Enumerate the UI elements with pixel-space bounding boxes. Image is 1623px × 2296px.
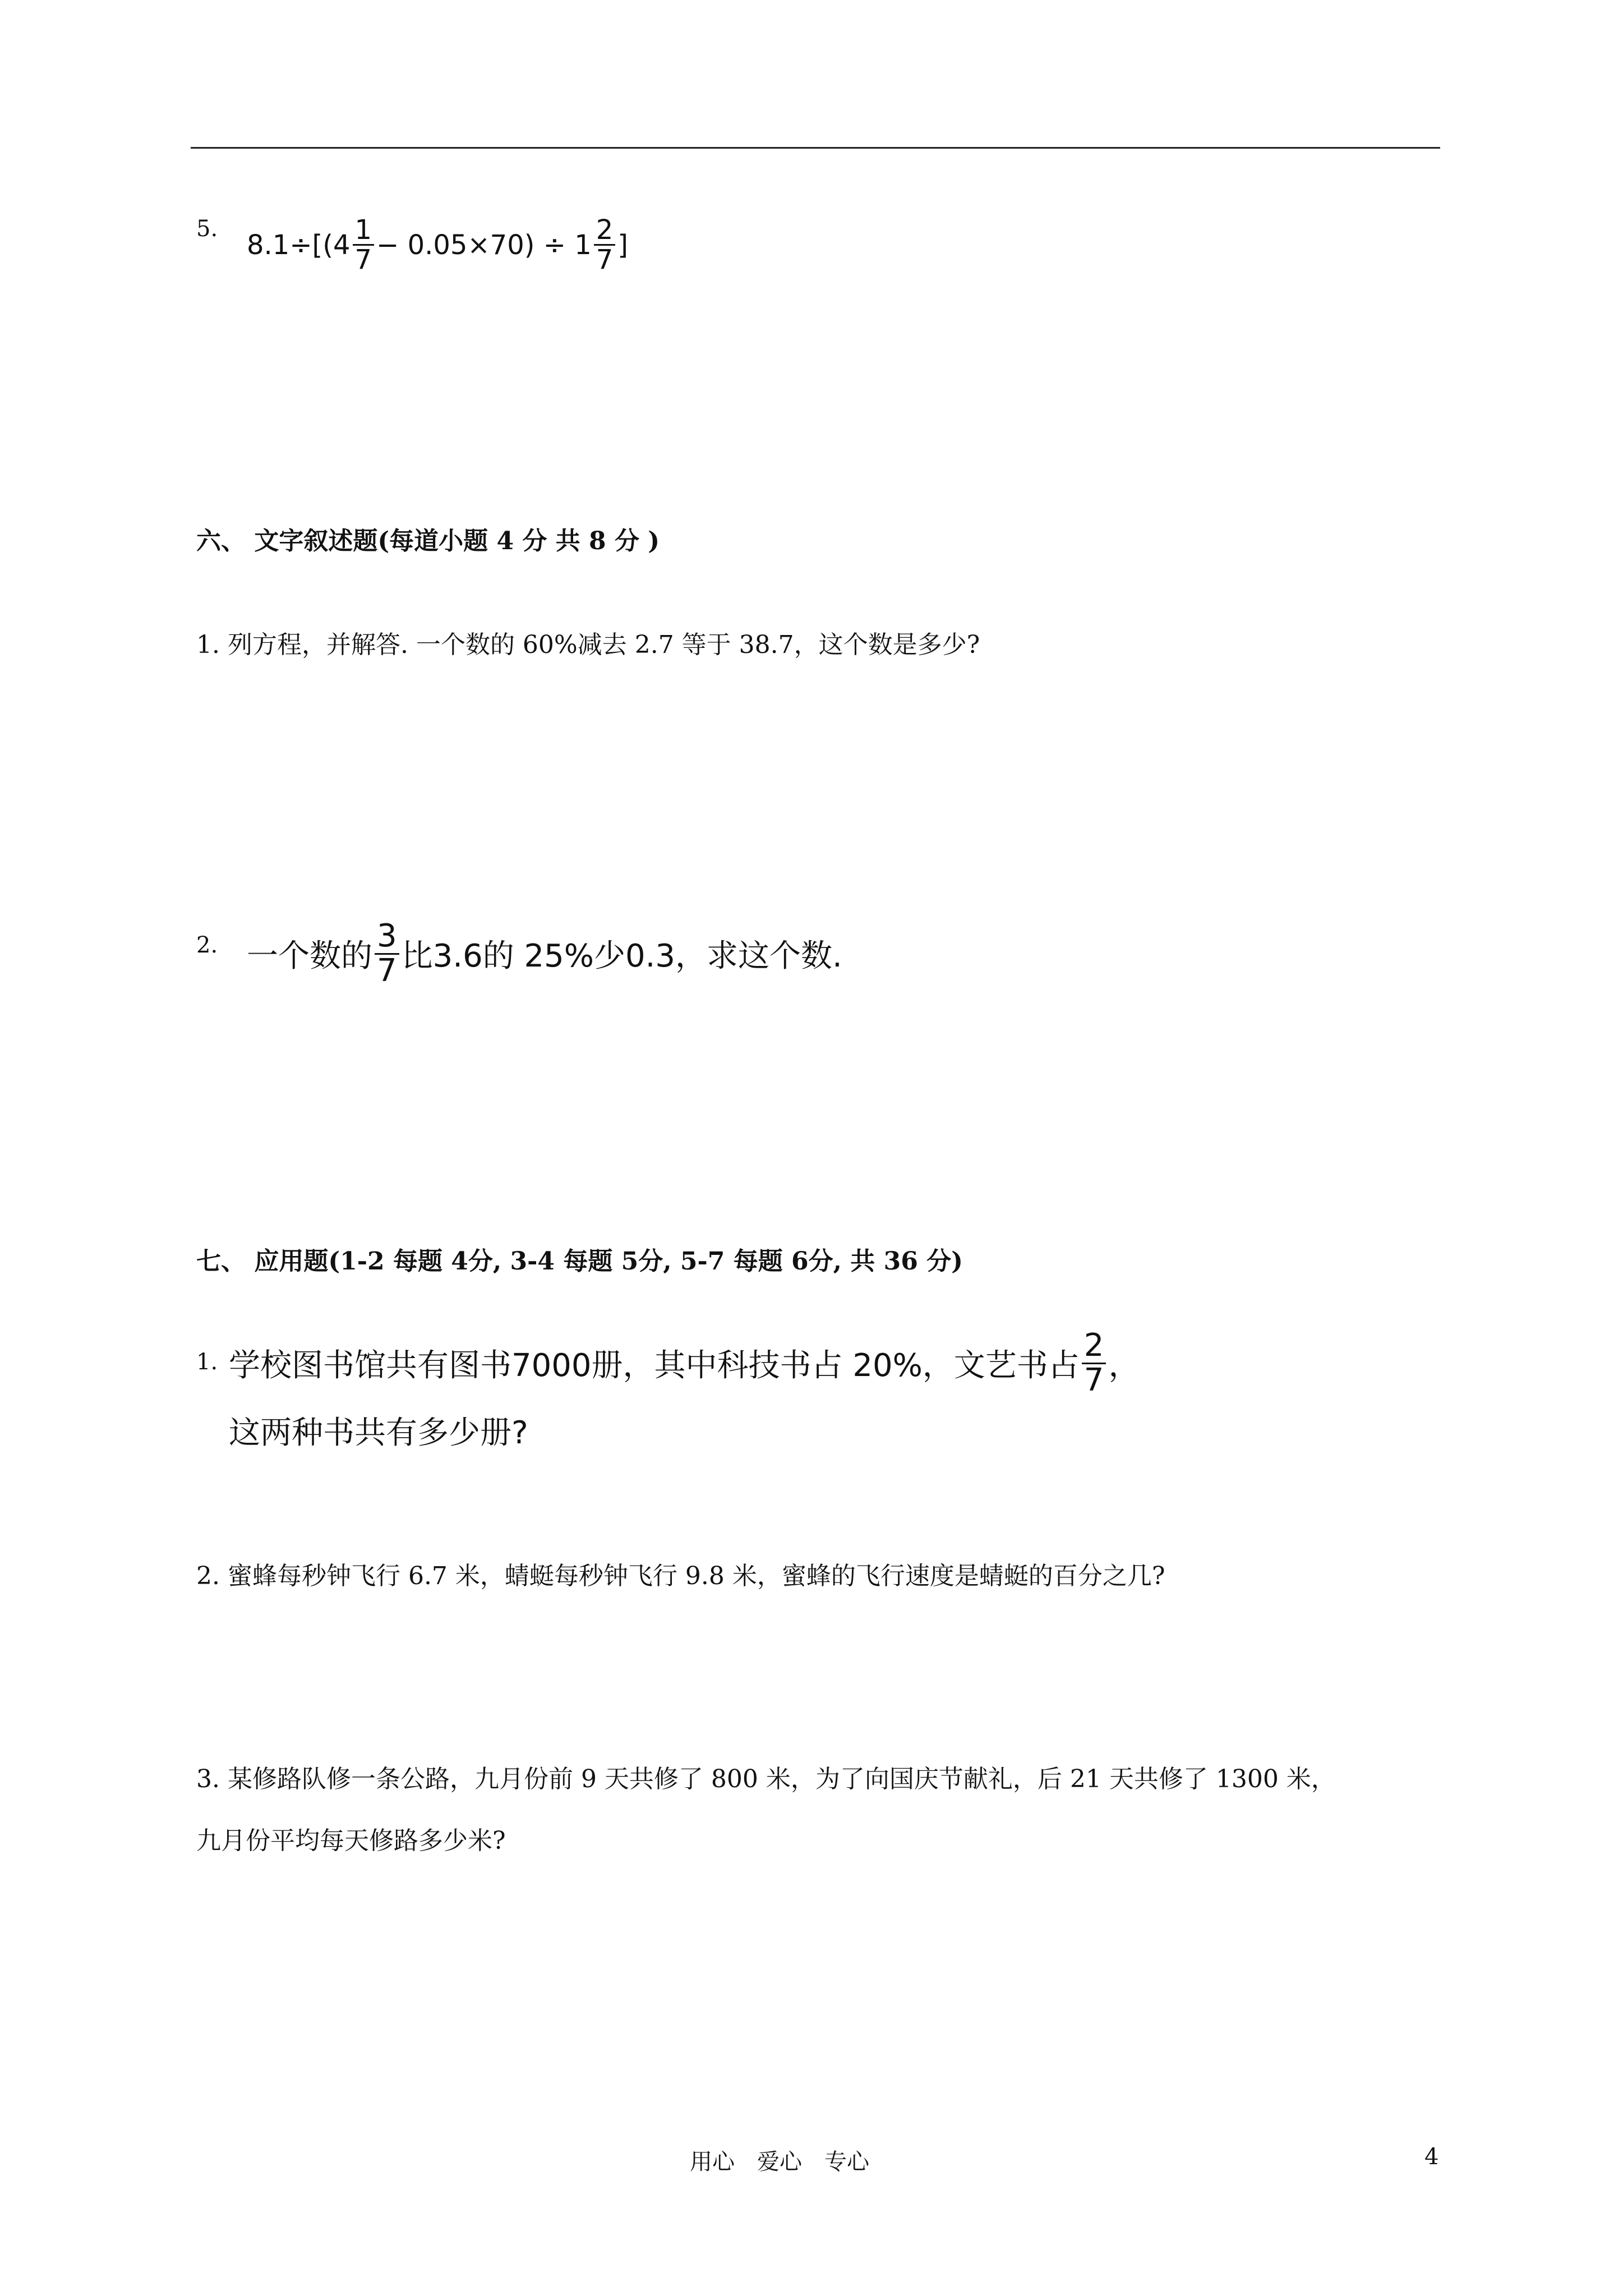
section-7-question-3-line2: 九月份平均每天修路多少米? <box>196 1826 506 1855</box>
q5-part3: ] <box>617 229 629 261</box>
s6q2-fraction <box>375 920 399 988</box>
section-7-question-2: 2. 蜜蜂每秒钟飞行 6.7 米，蜻蜓每秒钟飞行 9.8 米，蜜蜂的飞行速度是蜻蜓的百分之几? <box>196 1562 1165 1590</box>
s6q2-fraction-numerator: 3 <box>377 918 397 954</box>
section-6-heading: 六、 文字叙述题(每道小题 4 分 共 8 分 ) <box>196 527 660 555</box>
q5-expression <box>247 216 628 274</box>
section-6-question-1: 1. 列方程，并解答. 一个数的 60%减去 2.7 等于 38.7，这个数是多少? <box>196 631 980 659</box>
page-number: 4 <box>1424 2144 1439 2170</box>
q5-fraction-1-numerator: 1 <box>354 214 372 246</box>
q5-fraction-1-denominator: 7 <box>354 244 372 276</box>
q5-fraction-2-denominator: 7 <box>596 244 614 276</box>
footer-text: 用心 爱心 专心 <box>690 2149 869 2175</box>
s6q2-part1: 一个数的 <box>247 938 372 975</box>
section-7-question-3-line1: 3. 某修路队修一条公路，九月份前 9 天共修了 800 米，为了向国庆节献礼，后 21 天共修了 1300 米， <box>196 1765 1336 1793</box>
s7q1-fraction-numerator: 2 <box>1083 1327 1104 1364</box>
q5-part2: − 0.05×70) ÷ 1 <box>376 229 592 261</box>
s7q1-fraction-denominator: 7 <box>1083 1361 1104 1398</box>
header-rule <box>191 147 1440 149</box>
s6q2-part2: 比3.6的 25%少0.3，求这个数. <box>401 938 842 975</box>
q5-part1: 8.1÷[(4 <box>247 229 351 261</box>
s6q2-fraction-denominator: 7 <box>377 952 397 989</box>
section-7-heading: 七、 应用题(1-2 每题 4分, 3-4 每题 5分, 5-7 每题 6分, 共 36 分) <box>196 1247 963 1276</box>
q5-fraction-2 <box>594 216 616 274</box>
s7q1-part2: ， <box>1108 1347 1140 1384</box>
s7q1-fraction <box>1082 1329 1106 1397</box>
q5-number: 5. <box>196 216 218 242</box>
section-7-question-1-line2: 这两种书共有多少册? <box>229 1415 528 1451</box>
q5-fraction-2-numerator: 2 <box>596 214 614 246</box>
section-6-question-2-number: 2. <box>196 932 218 958</box>
section-7-question-1 <box>229 1329 1140 1397</box>
q5-fraction-1 <box>353 216 375 274</box>
s7q1-part1: 学校图书馆共有图书7000册，其中科技书占 20%，文艺书占 <box>229 1347 1080 1384</box>
section-6-question-2 <box>247 920 842 988</box>
section-7-question-1-number: 1. <box>196 1349 218 1375</box>
